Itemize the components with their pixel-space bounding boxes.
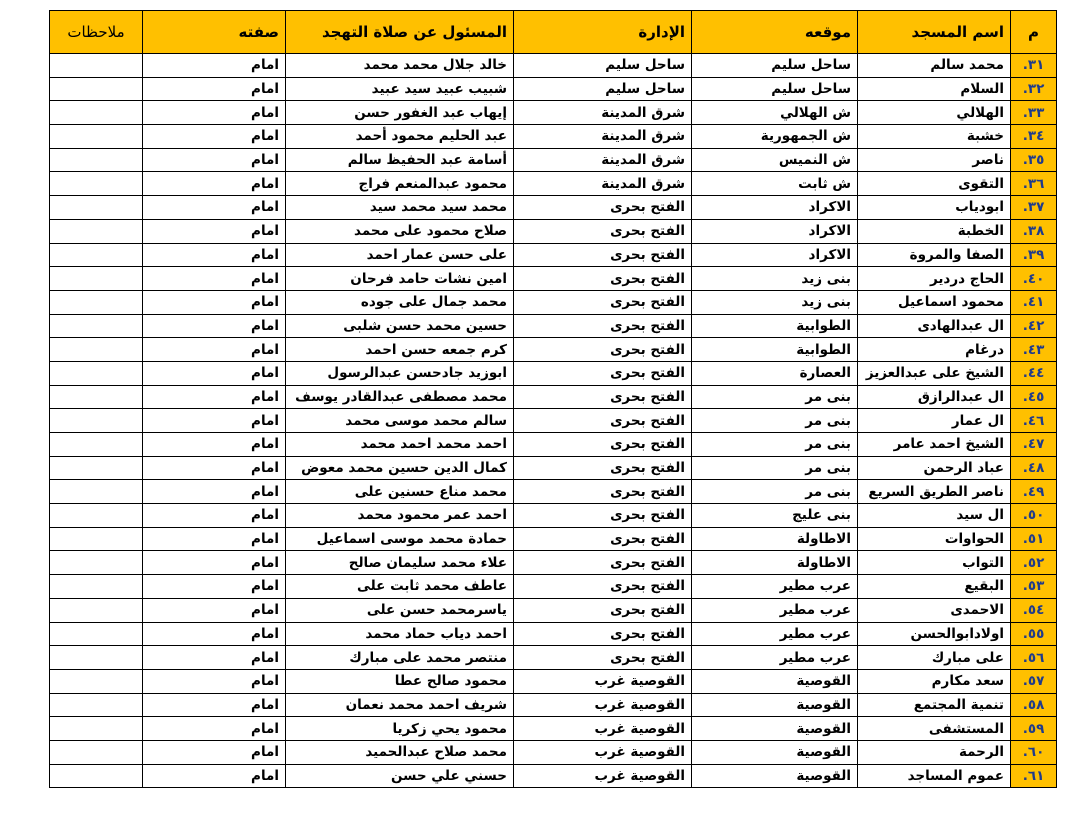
table-row: [50, 504, 1057, 528]
table-row: [50, 575, 1057, 599]
location-cell: عرب مطير: [692, 646, 858, 670]
table-row: [50, 243, 1057, 267]
table-row: [50, 338, 1057, 362]
notes-cell: [50, 622, 143, 646]
notes-cell: [50, 575, 143, 599]
table-row: [50, 764, 1057, 788]
mosque-name-cell: الشيخ احمد عامر: [858, 433, 1011, 457]
header-notes: ملاحظات: [50, 11, 143, 54]
administration-cell: الفتح بحرى: [514, 385, 692, 409]
administration-cell: الفتح بحرى: [514, 243, 692, 267]
responsible-cell: حسين محمد حسن شلبى: [286, 314, 514, 338]
notes-cell: [50, 338, 143, 362]
responsible-cell: امين نشات حامد فرحان: [286, 267, 514, 291]
administration-cell: القوصية غرب: [514, 693, 692, 717]
header-role: صفته: [143, 11, 286, 54]
role-cell: امام: [143, 669, 286, 693]
notes-cell: [50, 433, 143, 457]
notes-cell: [50, 551, 143, 575]
notes-cell: [50, 764, 143, 788]
notes-cell: [50, 196, 143, 220]
location-cell: القوصية: [692, 717, 858, 741]
mosque-name-cell: الشيخ على عبدالعزيز: [858, 361, 1011, 385]
responsible-cell: محمد مصطفى عبدالقادر يوسف: [286, 385, 514, 409]
row-number-cell: ٤١.: [1011, 290, 1057, 314]
role-cell: امام: [143, 101, 286, 125]
notes-cell: [50, 125, 143, 149]
responsible-cell: حسني علي حسن: [286, 764, 514, 788]
administration-cell: الفتح بحرى: [514, 575, 692, 599]
administration-cell: الفتح بحرى: [514, 196, 692, 220]
notes-cell: [50, 527, 143, 551]
notes-cell: [50, 148, 143, 172]
row-number-cell: ٣٣.: [1011, 101, 1057, 125]
role-cell: امام: [143, 267, 286, 291]
mosque-name-cell: ال عبدالهادى: [858, 314, 1011, 338]
notes-cell: [50, 290, 143, 314]
role-cell: امام: [143, 622, 286, 646]
header-responsible: المسئول عن صلاة التهجد: [286, 11, 514, 54]
mosque-name-cell: الهلالي: [858, 101, 1011, 125]
administration-cell: ساحل سليم: [514, 77, 692, 101]
location-cell: الطوابية: [692, 338, 858, 362]
administration-cell: القوصية غرب: [514, 764, 692, 788]
responsible-cell: احمد محمد احمد محمد: [286, 433, 514, 457]
location-cell: ش النميس: [692, 148, 858, 172]
responsible-cell: محمد صلاح عبدالحميد: [286, 740, 514, 764]
mosque-name-cell: ال عمار: [858, 409, 1011, 433]
role-cell: امام: [143, 314, 286, 338]
row-number-cell: ٥١.: [1011, 527, 1057, 551]
role-cell: امام: [143, 385, 286, 409]
role-cell: امام: [143, 433, 286, 457]
mosque-name-cell: التواب: [858, 551, 1011, 575]
table-row: [50, 290, 1057, 314]
location-cell: ش الجمهورية: [692, 125, 858, 149]
table-row: [50, 172, 1057, 196]
table-row: [50, 54, 1057, 78]
role-cell: امام: [143, 219, 286, 243]
table-row: [50, 598, 1057, 622]
table-row: [50, 385, 1057, 409]
table-row: [50, 314, 1057, 338]
administration-cell: الفتح بحرى: [514, 646, 692, 670]
notes-cell: [50, 77, 143, 101]
responsible-cell: شبيب عبيد سيد عبيد: [286, 77, 514, 101]
administration-cell: الفتح بحرى: [514, 219, 692, 243]
row-number-cell: ٣٤.: [1011, 125, 1057, 149]
notes-cell: [50, 693, 143, 717]
role-cell: امام: [143, 456, 286, 480]
role-cell: امام: [143, 243, 286, 267]
row-number-cell: ٥٦.: [1011, 646, 1057, 670]
responsible-cell: خالد جلال محمد محمد: [286, 54, 514, 78]
mosque-table: [49, 10, 1057, 788]
administration-cell: الفتح بحرى: [514, 456, 692, 480]
role-cell: امام: [143, 409, 286, 433]
responsible-cell: صلاح محمود على محمد: [286, 219, 514, 243]
notes-cell: [50, 172, 143, 196]
responsible-cell: عاطف محمد ثابت على: [286, 575, 514, 599]
mosque-name-cell: الرحمة: [858, 740, 1011, 764]
mosque-name-cell: محمود اسماعيل: [858, 290, 1011, 314]
responsible-cell: إيهاب عبد الغفور حسن: [286, 101, 514, 125]
row-number-cell: ٥٣.: [1011, 575, 1057, 599]
row-number-cell: ٣٦.: [1011, 172, 1057, 196]
responsible-cell: منتصر محمد على مبارك: [286, 646, 514, 670]
location-cell: ساحل سليم: [692, 54, 858, 78]
notes-cell: [50, 219, 143, 243]
administration-cell: الفتح بحرى: [514, 480, 692, 504]
location-cell: بنى مر: [692, 456, 858, 480]
administration-cell: الفتح بحرى: [514, 504, 692, 528]
row-number-cell: ٣٧.: [1011, 196, 1057, 220]
row-number-cell: ٥٤.: [1011, 598, 1057, 622]
role-cell: امام: [143, 148, 286, 172]
location-cell: ساحل سليم: [692, 77, 858, 101]
mosque-name-cell: البقيع: [858, 575, 1011, 599]
responsible-cell: احمد عمر محمود محمد: [286, 504, 514, 528]
mosque-name-cell: على مبارك: [858, 646, 1011, 670]
mosque-name-cell: الحاج دردير: [858, 267, 1011, 291]
location-cell: ش الهلالي: [692, 101, 858, 125]
notes-cell: [50, 101, 143, 125]
notes-cell: [50, 385, 143, 409]
responsible-cell: احمد دياب حماد محمد: [286, 622, 514, 646]
mosque-name-cell: السلام: [858, 77, 1011, 101]
table-row: [50, 480, 1057, 504]
notes-cell: [50, 361, 143, 385]
table-row: [50, 219, 1057, 243]
row-number-cell: ٣١.: [1011, 54, 1057, 78]
row-number-cell: ٥٢.: [1011, 551, 1057, 575]
location-cell: بنى مر: [692, 409, 858, 433]
location-cell: الاطاولة: [692, 527, 858, 551]
row-number-cell: ٣٥.: [1011, 148, 1057, 172]
location-cell: الاكراد: [692, 219, 858, 243]
administration-cell: شرق المدينة: [514, 125, 692, 149]
table-row: [50, 148, 1057, 172]
row-number-cell: ٥٧.: [1011, 669, 1057, 693]
role-cell: امام: [143, 646, 286, 670]
mosque-name-cell: سعد مكارم: [858, 669, 1011, 693]
responsible-cell: شريف احمد محمد نعمان: [286, 693, 514, 717]
row-number-cell: ٤٣.: [1011, 338, 1057, 362]
table-row: [50, 433, 1057, 457]
mosque-name-cell: الاحمدى: [858, 598, 1011, 622]
responsible-cell: سالم محمد موسى محمد: [286, 409, 514, 433]
location-cell: الاكراد: [692, 196, 858, 220]
administration-cell: الفتح بحرى: [514, 527, 692, 551]
mosque-name-cell: محمد سالم: [858, 54, 1011, 78]
row-number-cell: ٥٥.: [1011, 622, 1057, 646]
mosque-name-cell: المستشفى: [858, 717, 1011, 741]
header-mosque-name: اسم المسجد: [858, 11, 1011, 54]
notes-cell: [50, 456, 143, 480]
row-number-cell: ٤٦.: [1011, 409, 1057, 433]
row-number-cell: ٣٢.: [1011, 77, 1057, 101]
mosque-name-cell: عموم المساجد: [858, 764, 1011, 788]
mosque-name-cell: الخطبة: [858, 219, 1011, 243]
notes-cell: [50, 480, 143, 504]
role-cell: امام: [143, 361, 286, 385]
notes-cell: [50, 598, 143, 622]
responsible-cell: حمادة محمد موسى اسماعيل: [286, 527, 514, 551]
mosque-name-cell: التقوى: [858, 172, 1011, 196]
row-number-cell: ٤٩.: [1011, 480, 1057, 504]
row-number-cell: ٦٠.: [1011, 740, 1057, 764]
role-cell: امام: [143, 575, 286, 599]
responsible-cell: محمود يحي زكريا: [286, 717, 514, 741]
notes-cell: [50, 646, 143, 670]
table-row: [50, 717, 1057, 741]
location-cell: بنى زيد: [692, 267, 858, 291]
table-row: [50, 527, 1057, 551]
notes-cell: [50, 740, 143, 764]
table-row: [50, 740, 1057, 764]
location-cell: القوصية: [692, 740, 858, 764]
administration-cell: الفتح بحرى: [514, 409, 692, 433]
table-row: [50, 101, 1057, 125]
table-row: [50, 77, 1057, 101]
responsible-cell: محمد جمال على جوده: [286, 290, 514, 314]
administration-cell: الفتح بحرى: [514, 290, 692, 314]
table-row: [50, 622, 1057, 646]
location-cell: القوصية: [692, 669, 858, 693]
row-number-cell: ٦١.: [1011, 764, 1057, 788]
location-cell: الاكراد: [692, 243, 858, 267]
mosque-name-cell: ابودياب: [858, 196, 1011, 220]
notes-cell: [50, 409, 143, 433]
responsible-cell: على حسن عمار احمد: [286, 243, 514, 267]
role-cell: امام: [143, 480, 286, 504]
table-row: [50, 267, 1057, 291]
row-number-cell: ٤٨.: [1011, 456, 1057, 480]
location-cell: عرب مطير: [692, 598, 858, 622]
table-row: [50, 646, 1057, 670]
administration-cell: شرق المدينة: [514, 172, 692, 196]
notes-cell: [50, 669, 143, 693]
responsible-cell: محمد سيد محمد سيد: [286, 196, 514, 220]
row-number-cell: ٥٩.: [1011, 717, 1057, 741]
table-row: [50, 196, 1057, 220]
administration-cell: الفتح بحرى: [514, 338, 692, 362]
role-cell: امام: [143, 551, 286, 575]
role-cell: امام: [143, 77, 286, 101]
administration-cell: الفتح بحرى: [514, 433, 692, 457]
administration-cell: الفتح بحرى: [514, 267, 692, 291]
notes-cell: [50, 243, 143, 267]
notes-cell: [50, 267, 143, 291]
responsible-cell: ياسرمحمد حسن على: [286, 598, 514, 622]
location-cell: القوصية: [692, 764, 858, 788]
header-administration: الإدارة: [514, 11, 692, 54]
row-number-cell: ٥٨.: [1011, 693, 1057, 717]
responsible-cell: محمد مناع حسنين على: [286, 480, 514, 504]
role-cell: امام: [143, 740, 286, 764]
location-cell: عرب مطير: [692, 622, 858, 646]
table-body: [50, 54, 1057, 788]
row-number-cell: ٤٥.: [1011, 385, 1057, 409]
administration-cell: شرق المدينة: [514, 101, 692, 125]
mosque-schedule-sheet: [49, 10, 1056, 788]
responsible-cell: عبد الحليم محمود أحمد: [286, 125, 514, 149]
row-number-cell: ٣٩.: [1011, 243, 1057, 267]
responsible-cell: محمود صالح عطا: [286, 669, 514, 693]
role-cell: امام: [143, 290, 286, 314]
role-cell: امام: [143, 125, 286, 149]
role-cell: امام: [143, 172, 286, 196]
mosque-name-cell: اولادابوالحسن: [858, 622, 1011, 646]
header-row: [50, 11, 1057, 54]
location-cell: بنى مر: [692, 385, 858, 409]
location-cell: عرب مطير: [692, 575, 858, 599]
role-cell: امام: [143, 693, 286, 717]
mosque-name-cell: ناصر الطريق السريع: [858, 480, 1011, 504]
location-cell: العصارة: [692, 361, 858, 385]
notes-cell: [50, 314, 143, 338]
row-number-cell: ٤٠.: [1011, 267, 1057, 291]
header-location: موقعه: [692, 11, 858, 54]
table-row: [50, 409, 1057, 433]
role-cell: امام: [143, 764, 286, 788]
mosque-name-cell: ال سيد: [858, 504, 1011, 528]
mosque-name-cell: ناصر: [858, 148, 1011, 172]
row-number-cell: ٥٠.: [1011, 504, 1057, 528]
location-cell: ش ثابت: [692, 172, 858, 196]
row-number-cell: ٣٨.: [1011, 219, 1057, 243]
responsible-cell: محمود عبدالمنعم فراج: [286, 172, 514, 196]
mosque-name-cell: خشبة: [858, 125, 1011, 149]
mosque-name-cell: الحواوات: [858, 527, 1011, 551]
location-cell: الطوابية: [692, 314, 858, 338]
table-row: [50, 125, 1057, 149]
role-cell: امام: [143, 338, 286, 362]
location-cell: القوصية: [692, 693, 858, 717]
role-cell: امام: [143, 598, 286, 622]
table-row: [50, 669, 1057, 693]
mosque-name-cell: عباد الرحمن: [858, 456, 1011, 480]
administration-cell: القوصية غرب: [514, 669, 692, 693]
responsible-cell: كمال الدين حسين محمد معوض: [286, 456, 514, 480]
mosque-name-cell: تنمية المجتمع: [858, 693, 1011, 717]
row-number-cell: ٤٧.: [1011, 433, 1057, 457]
administration-cell: شرق المدينة: [514, 148, 692, 172]
location-cell: بنى عليج: [692, 504, 858, 528]
notes-cell: [50, 504, 143, 528]
administration-cell: الفتح بحرى: [514, 551, 692, 575]
header-num: م: [1011, 11, 1057, 54]
administration-cell: الفتح بحرى: [514, 361, 692, 385]
administration-cell: القوصية غرب: [514, 740, 692, 764]
mosque-name-cell: درغام: [858, 338, 1011, 362]
role-cell: امام: [143, 717, 286, 741]
mosque-name-cell: الصفا والمروة: [858, 243, 1011, 267]
role-cell: امام: [143, 504, 286, 528]
notes-cell: [50, 717, 143, 741]
role-cell: امام: [143, 54, 286, 78]
role-cell: امام: [143, 196, 286, 220]
table-row: [50, 551, 1057, 575]
administration-cell: القوصية غرب: [514, 717, 692, 741]
table-row: [50, 456, 1057, 480]
administration-cell: الفتح بحرى: [514, 598, 692, 622]
table-row: [50, 361, 1057, 385]
administration-cell: ساحل سليم: [514, 54, 692, 78]
administration-cell: الفتح بحرى: [514, 314, 692, 338]
responsible-cell: ابوزيد جادحسن عبدالرسول: [286, 361, 514, 385]
table-row: [50, 693, 1057, 717]
role-cell: امام: [143, 527, 286, 551]
location-cell: بنى زيد: [692, 290, 858, 314]
responsible-cell: كرم جمعه حسن احمد: [286, 338, 514, 362]
row-number-cell: ٤٤.: [1011, 361, 1057, 385]
responsible-cell: أسامة عبد الحفيظ سالم: [286, 148, 514, 172]
responsible-cell: علاء محمد سليمان صالح: [286, 551, 514, 575]
notes-cell: [50, 54, 143, 78]
row-number-cell: ٤٢.: [1011, 314, 1057, 338]
mosque-name-cell: ال عبدالرازق: [858, 385, 1011, 409]
location-cell: بنى مر: [692, 480, 858, 504]
location-cell: بنى مر: [692, 433, 858, 457]
administration-cell: الفتح بحرى: [514, 622, 692, 646]
location-cell: الاطاولة: [692, 551, 858, 575]
